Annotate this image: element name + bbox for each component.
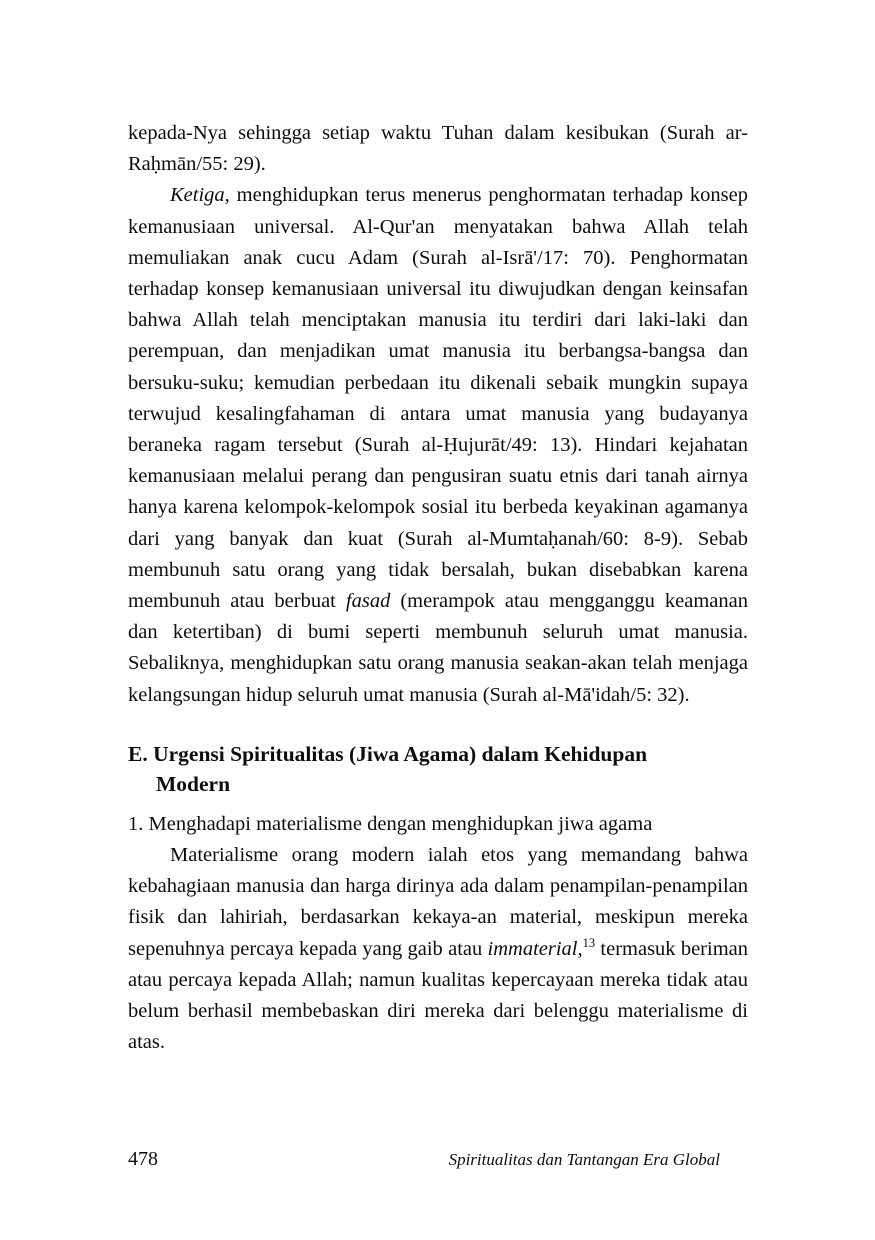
paragraph-ketiga-text-cont: (merampok atau mengganggu keamanan dan ketertiban) di bumi seperti membunuh seluruh umat manusia. Sebaliknya, menghidupkan satu orang manusia seakan-akan telah menjaga kelangsungan hidup seluruh umat manusia (Surah al-Mā'idah/5: 32). [128,590,748,706]
paragraph-materialisme-text-b: termasuk beriman atau percaya kepada Allah; namun kualitas kepercayaan mereka tidak atau belum berhasil membebaskan diri mereka dari belenggu materialisme di atas. [128,937,748,1054]
section-heading-line2: Modern [156,771,231,796]
footnote-marker: 13 [582,935,596,950]
page-footer [128,1148,748,1171]
paragraph-ketiga [128,180,748,710]
page-body [128,118,748,1058]
term-fasad: fasad [345,590,391,613]
paragraph-lead-italic: Ketiga, [170,184,230,207]
paragraph-materialisme [128,840,748,1058]
running-head: Spiritualitas dan Tantangan Era Global [448,1150,720,1169]
paragraph-continuation [128,118,748,180]
section-heading-line1: E. Urgensi Spiritualitas (Jiwa Agama) dalam Kehidupan [128,741,648,766]
page-number: 478 [128,1148,158,1170]
term-immaterial: immaterial, [487,937,583,960]
subsection-heading: 1. Menghadapi materialisme dengan menghidupkan jiwa agama [128,812,653,835]
paragraph-materialisme-text-a: Materialisme orang modern ialah etos yang memandang bahwa kebahagiaan manusia dan harga dirinya ada dalam penampilan-penampilan fisik dan lahiriah, berdasarkan kekaya-an material, meskipun mereka sepenuhnya percaya kepada yang gaib atau [128,844,748,960]
paragraph-ketiga-text: menghidupkan terus menerus penghormatan terhadap konsep kemanusiaan universal. Al-Qur'an menyatakan bahwa Allah telah memuliakan anak cucu Adam (Surah al-Isrā'/17: 70). Penghormatan terhadap konsep kemanusiaan universal itu diwujudkan dengan keinsafan bahwa Allah telah menciptakan manusia itu terdiri dari laki-laki dan perempuan, dan menjadikan umat manusia itu berbangsa-bangsa dan bersuku-suku; kemudian perbedaan itu dikenali sebaik mungkin supaya terwujud kesalingfahaman di antara umat manusia yang budayanya beraneka ragam tersebut (Surah al-Ḥujurāt/49: 13). Hindari kejahatan kemanusiaan melalui perang dan pengusiran suatu etnis dari tanah airnya hanya karena kelompok-kelompok sosial itu berbeda keyakinan agamanya dari yang banyak dan kuat (Surah al-Mumtaḥanah/60: 8-9). Sebab membunuh satu orang yang tidak bersalah, bukan disebabkan karena membunuh atau berbuat [128,184,748,613]
paragraph-continuation-text: kepada-Nya sehingga setiap waktu Tuhan dalam kesibukan (Surah ar-Raḥmān/55: 29). [128,122,748,176]
section-heading [128,739,748,799]
